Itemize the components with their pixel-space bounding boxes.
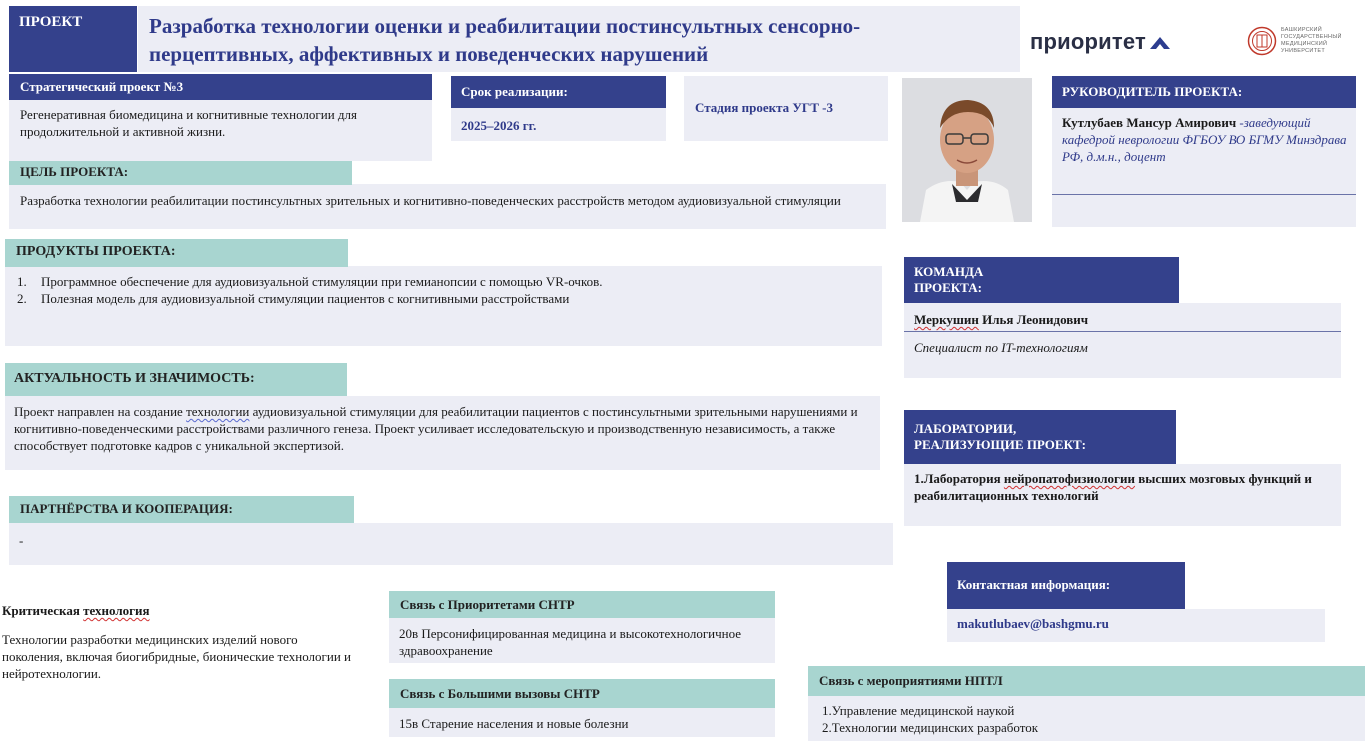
team-member-role: Специалист по IT-технологиям [914,340,1088,355]
goal-text: Разработка технологии реабилитации постинсультных зрительных и когнитивно-поведенческих расстройств методом аудиовизуальной стимуляции [20,193,841,208]
labs-text: 1.Лаборатория нейропатофизиологии высших мозговых функций и реабилитационных технологий [914,471,1312,503]
leader-name: Кутлубаев Мансур Амирович [1062,115,1237,130]
priority-logo-text: приоритет [1030,29,1146,54]
labs-label-line2: РЕАЛИЗУЮЩИЕ ПРОЕКТ: [914,437,1087,452]
sntr-challenges-text: 15в Старение населения и новые болезни [389,708,775,737]
team-member-surname: Меркушин [914,312,979,327]
priority-chevron-icon [1149,34,1171,50]
leader-role: -заведующий кафедрой неврологии ФГБОУ ВО БГМУ Минздрава РФ, д.м.н., доцент [1062,115,1347,164]
list-item: 2.Технологии медицинских разработок [822,720,1039,735]
partnership-text: - [19,533,24,548]
goal-label: ЦЕЛЬ ПРОЕКТА: [9,161,352,185]
team-member-given-names: Илья Леонидович [978,312,1089,327]
sntr-challenges-label: Связь с Большими вызовы СНТР [389,679,775,708]
university-logo [1247,24,1362,58]
team-member-name [914,311,1088,328]
page-title-line2: перцептивных, аффективных и поведенческих нарушений [149,42,709,66]
relevance-label: АКТУАЛЬНОСТЬ И ЗНАЧИМОСТЬ: [5,363,347,396]
team-label-line2: ПРОЕКТА: [914,280,982,295]
priority-logo [1030,27,1171,57]
strategic-project-text: Регенеративная биомедицина и когнитивные технологии для продолжительной и активной жизни. [20,107,357,139]
partnership-label: ПАРТНЁРСТВА И КООПЕРАЦИЯ: [9,496,354,523]
leader-portrait-icon [902,78,1032,222]
term-value: 2025–2026 гг. [461,118,537,133]
contact-email-link[interactable]: makutlubaev@bashgmu.ru [957,616,1109,631]
list-item: 2. Полезная модель для аудиовизуальной стимуляции пациентов с когнитивными расстройствами [17,291,570,306]
ntl-events-list [822,702,1038,736]
products-label: ПРОДУКТЫ ПРОЕКТА: [5,239,348,267]
team-label [904,257,1179,303]
university-name-line3: МЕДИЦИНСКИЙ [1281,41,1328,47]
page-title [138,6,1020,72]
list-item: 1.Управление медицинской наукой [822,703,1015,718]
critical-technology-label: Критическая технология [2,603,150,618]
term-label: Срок реализации: [451,76,666,108]
strategic-project-label: Стратегический проект №3 [9,74,432,100]
university-emblem-icon [1247,26,1277,56]
partnership-panel [9,523,893,565]
labs-label-line1: ЛАБОРАТОРИИ, [914,421,1017,436]
university-name-line1: БАШКИРСКИЙ [1281,27,1323,34]
list-item: 1. Программное обеспечение для аудиовизуальной стимуляции при гемианопсии с помощью VR-очков. [17,274,603,289]
project-badge: ПРОЕКТ [9,6,137,72]
university-name-line2: ГОСУДАРСТВЕННЫЙ [1281,34,1342,41]
leader-divider [1052,194,1356,195]
leader-photo [902,78,1032,222]
critical-technology-text: Технологии разработки медицинских изделий нового поколения, включая биогибридные, бионические технологии и нейротехнологии. [2,632,351,681]
page-title-line1: Разработка технологии оценки и реабилитации постинсультных сенсорно- [149,14,861,38]
leader-info [1062,114,1352,165]
products-list [17,273,877,307]
labs-label [904,410,1176,464]
ntl-events-label: Связь с мероприятиями НПТЛ [808,666,1365,696]
sntr-priorities-text: 20в Персонифицированная медицина и высокотехнологичное здравоохранение [389,618,775,663]
team-label-line1: КОМАНДА [914,264,984,279]
university-name-line4: УНИВЕРСИТЕТ [1281,47,1325,54]
leader-label: РУКОВОДИТЕЛЬ ПРОЕКТА: [1052,76,1356,108]
relevance-text: Проект направлен на создание технологии аудиовизуальной стимуляции для реабилитации пациентов с постинсультными зрительными нарушениями и когнитивно-поведенческими расстройствами различного генеза. Проект усиливает исследовательскую и производственную независимость, а также способствует подготовке кадров с уникальной экспертизой. [14,404,858,453]
sntr-priorities-label: Связь с Приоритетами СНТР [389,591,775,618]
contact-label: Контактная информация: [947,562,1185,609]
team-divider [904,331,1341,332]
stage-panel: Стадия проекта УГТ -3 [684,76,888,141]
